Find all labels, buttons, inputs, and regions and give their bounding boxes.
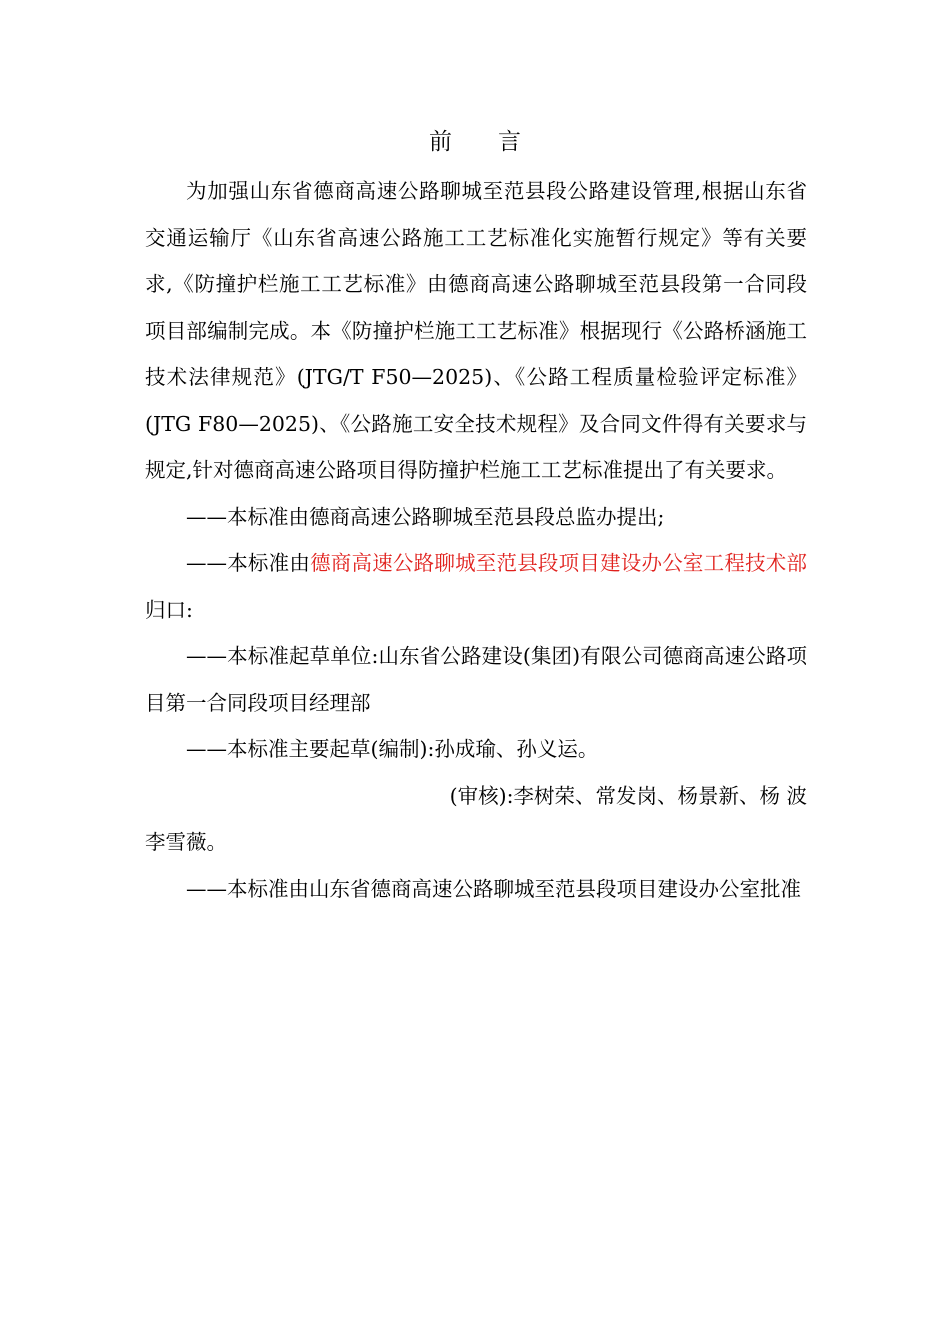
document-body xyxy=(145,168,807,912)
title-char-2: 言 xyxy=(498,129,521,155)
item-drafters: ——本标准主要起草(编制):孙成瑜、孙义运。 xyxy=(186,737,599,761)
page-title xyxy=(0,122,950,162)
item-drafting-unit: ——本标准起草单位:山东省公路建设(集团)有限公司德商高速公路项目第一合同段项目经理部 xyxy=(145,644,807,715)
item-custodian xyxy=(145,540,807,633)
item-custodian-prefix: ——本标准由 xyxy=(186,551,311,575)
item-approver: ——本标准由山东省德商高速公路聊城至范县段项目建设办公室批准 xyxy=(186,876,801,901)
item-custodian-suffix: 归口: xyxy=(145,597,193,622)
item-custodian-highlight: 德商高速公路聊城至范县段项目建设办公室工程技术部 xyxy=(310,551,808,575)
intro-paragraph: 为加强山东省德商高速公路聊城至范县段公路建设管理,根据山东省交通运输厅《山东省高速公路施工工艺标准化实施暂行规定》等有关要求,《防撞护栏施工工艺标准》由德商高速公路聊城至范县段第一合同段项目部编制完成。本《防撞护栏施工工艺标准》根据现行《公路桥涵施工技术法律规范》(JTG/T F50—2025)、《公路工程质量检验评定标准》(JTG F80—2025)、《公路施工安全技术规程》及合同文件得有关要求与规定,针对德商高速公路项目得防撞护栏施工工艺标准提出了有关要求。 xyxy=(145,179,807,482)
item-reviewers-continued: 李雪薇。 xyxy=(145,830,227,854)
item-proposer: ——本标准由德商高速公路聊城至范县段总监办提出; xyxy=(186,504,665,529)
title-char-1: 前 xyxy=(429,129,452,155)
item-reviewers: (审核):李树荣、常发岗、杨景新、杨 波 xyxy=(449,783,807,808)
